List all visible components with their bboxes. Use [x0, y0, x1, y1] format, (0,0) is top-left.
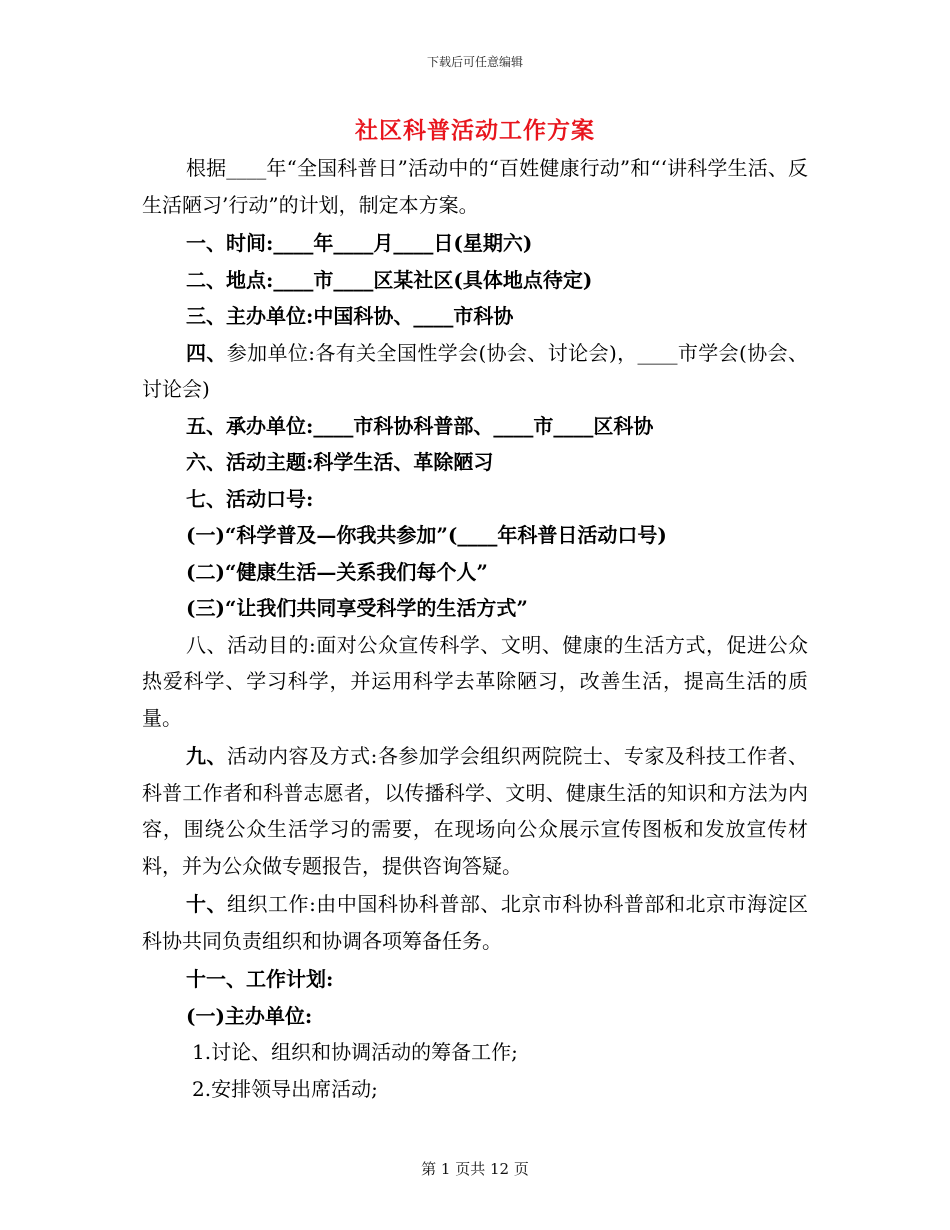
task-item-1: 1.讨论、组织和协调活动的筹备工作;	[192, 1040, 518, 1064]
page-footer: 第 1 页共 12 页	[421, 1160, 529, 1178]
slogan-3: (三)“让我们共同享受科学的生活方式”	[186, 596, 528, 620]
section-theme: 六、活动主题:科学生活、革除陋习	[186, 450, 494, 474]
slogan-1: (一)“科学普及—你我共参加”(____年科普日活动口号)	[186, 523, 667, 547]
section-time: 一、时间:____年____月____日(星期六)	[186, 231, 533, 255]
section-participants	[142, 335, 808, 408]
section-content	[142, 738, 808, 884]
section-location: 二、地点:____市____区某社区(具体地点待定)	[186, 267, 593, 292]
task-item-2: 2.安排领导出席活动;	[192, 1076, 378, 1101]
document-title: 社区科普活动工作方案	[355, 117, 595, 144]
section-purpose: 八、活动目的:面对公众宣传科学、文明、健康的生活方式，促进公众热爱科学、学习科学，并运用科学去革除陋习，改善生活，提高生活的质量。	[142, 632, 808, 730]
document-body	[142, 150, 808, 1107]
slogan-2: (二)“健康生活—关系我们每个人”	[186, 559, 488, 584]
section-host: 三、主办单位:中国科协、____市科协	[186, 304, 514, 328]
section-content-text: 活动内容及方式:各参加学会组织两院院士、专家及科技工作者、科普工作者和科普志愿者，以传播科学、文明、健康生活的知识和方法为内容，围绕公众生活学习的需要，在现场向公众展示宣传图板和发放宣传材料，并为公众做专题报告，提供咨询答疑。	[142, 744, 809, 878]
section-content-label: 九、	[186, 744, 228, 768]
section-work-plan: 十一、工作计划:	[186, 967, 334, 991]
section-organization-text: 组织工作:由中国科协科普部、北京市科协科普部和北京市海淀区科协共同负责组织和协调各项筹备任务。	[142, 892, 809, 953]
section-organization-label: 十、	[186, 892, 228, 916]
section-participants-label: 四、	[186, 340, 227, 365]
section-organizer: 五、承办单位:____市科协科普部、____市____区科协	[186, 413, 654, 438]
section-slogans: 七、活动口号:	[186, 486, 314, 511]
page-header: 下载后可任意编辑	[426, 55, 523, 69]
subsection-host: (一)主办单位:	[186, 1003, 313, 1028]
section-participants-text: 参加单位:各有关全国性学会(协会、讨论会)，____市学会(协会、讨论会)	[142, 340, 808, 401]
intro-paragraph: 根据____年“全国科普日”活动中的“百姓健康行动”和“‘讲科学生活、反生活陋习’行动”的计划，制定本方案。	[142, 156, 808, 217]
section-organization	[142, 886, 808, 959]
